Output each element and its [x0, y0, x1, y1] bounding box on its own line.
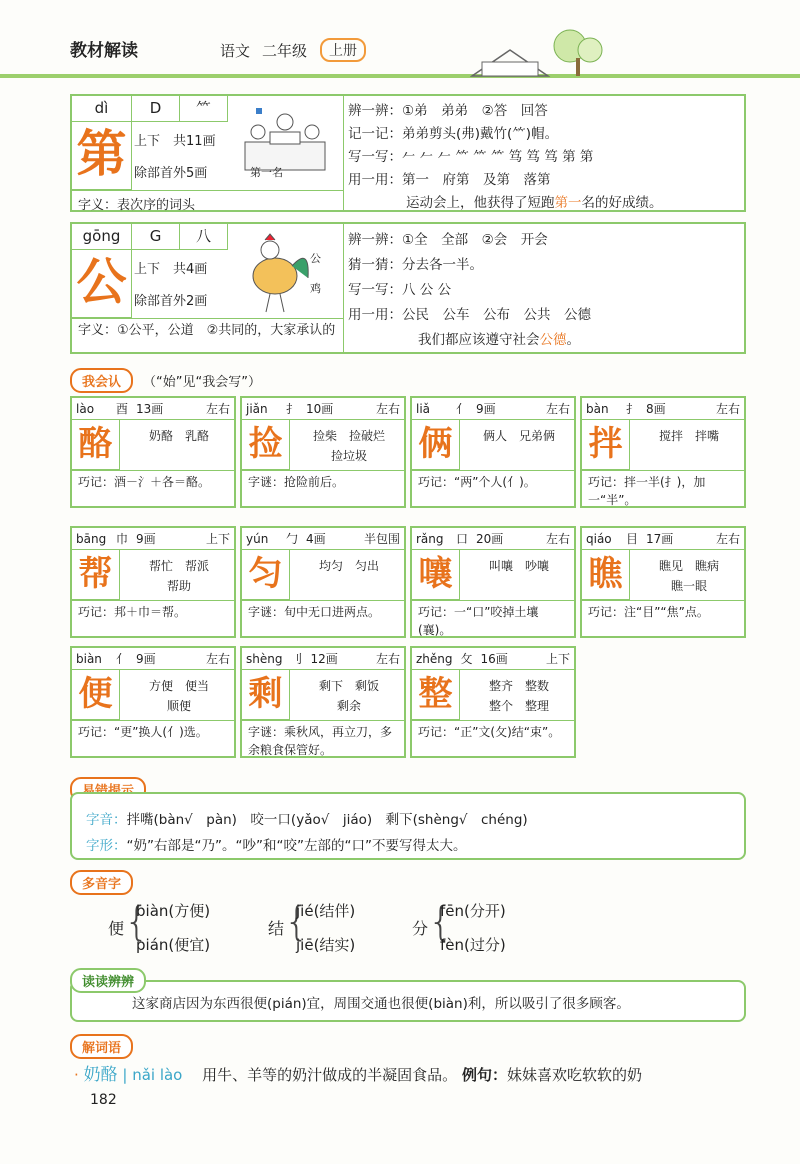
poly-2a: jié(结伴) — [296, 902, 356, 920]
pronunciation-text: 拌嘴(bàn√ pàn) 咬一口(yǎo√ jiáo) 剩下(shèng√ chéng) — [126, 812, 528, 828]
volume-badge: 上册 — [320, 38, 366, 62]
radical: 酉 — [116, 402, 129, 416]
words-1: 奶酪 乳酪 — [148, 429, 209, 443]
char-card-yún — [240, 526, 406, 638]
read-text: 这家商店因为东西很便(pián)宜，周围交通也很便(biàn)利，所以吸引了很多顾客。 — [132, 996, 630, 1012]
radical: 亻 — [116, 652, 129, 666]
structure: 左右 — [205, 402, 230, 416]
poly-1a: biàn(方便) — [136, 902, 211, 920]
strokes: 17画 — [646, 532, 674, 546]
pinyin: liǎ — [416, 401, 431, 416]
meaning: 字义：表次序的词头 — [72, 190, 344, 216]
pinyin: shèng — [246, 651, 283, 666]
pinyin: zhěng — [416, 651, 453, 666]
structure: 左右 — [205, 652, 230, 666]
section-read — [70, 968, 146, 993]
radical: 攵 — [460, 652, 473, 666]
pinyin: biàn — [76, 651, 102, 666]
xie-line: 写一写：𠂉 𠂉 𠂉 ⺮ ⺮ ⺮ 笃 笃 笃 第 第 — [348, 149, 594, 165]
poly-3a: fēn(分开) — [440, 902, 506, 920]
char-card-bāng — [70, 526, 236, 638]
house-tree-illustration — [470, 28, 610, 78]
char-card-bàn — [580, 396, 746, 508]
strokes: 9画 — [476, 402, 496, 416]
structure: 左右 — [545, 402, 570, 416]
words-1: 均匀 匀出 — [318, 559, 379, 573]
structure: 左右 — [545, 532, 570, 546]
radical-strokes: 除部首外2画 — [134, 294, 208, 309]
words-1: 方便 便当 — [148, 679, 209, 693]
words-1: 叫嚷 吵嚷 — [488, 559, 549, 573]
bian-line: 辨一辨：①全 全部 ②会 开会 — [348, 232, 548, 248]
podium-illustration — [230, 98, 340, 190]
terms-tag: 解词语 — [70, 1034, 133, 1059]
char-card-lào — [70, 396, 236, 508]
example-highlight: 第一 — [554, 195, 582, 211]
structure: 上下 — [134, 134, 161, 149]
strokes: 10画 — [306, 402, 334, 416]
tip: 巧记：注“目”“焦”点。 — [582, 600, 744, 623]
pinyin: lào — [76, 401, 95, 416]
page-header — [0, 0, 800, 78]
tip: 巧记：“更”换人(亻)选。 — [72, 720, 234, 743]
poly-1b: pián(便宜) — [136, 936, 211, 954]
character: 俩 — [412, 420, 460, 470]
section-polyphone — [70, 870, 133, 895]
words-2: 帮助 — [166, 579, 191, 593]
yong-line: 用一用：公民 公车 公布 公共 公德 — [348, 307, 591, 323]
tip: 巧记：“两”个人(亻)。 — [412, 470, 574, 493]
tip: 巧记：“正”文(攵)结“束”。 — [412, 720, 574, 743]
character: 嚷 — [412, 550, 460, 600]
tip: 字谜：乘秋风，再立刀，多余粮食保管好。 — [242, 720, 404, 761]
example-text: 妹妹喜欢吃软软的奶 — [506, 1066, 642, 1084]
section-terms — [70, 1034, 133, 1059]
letter: D — [132, 96, 180, 122]
character: 酪 — [72, 420, 120, 470]
pinyin: yún — [246, 531, 269, 546]
term-def: 用牛、羊等的奶汁做成的半凝固食品。 — [202, 1066, 458, 1084]
pic-caption: 第一名 — [250, 166, 283, 179]
read-tag: 读读辨辨 — [70, 968, 146, 993]
words-2: 整个 整理 — [488, 699, 549, 713]
words-1: 俩人 兄弟俩 — [482, 429, 555, 443]
strokes: 共11画 — [173, 134, 216, 149]
meaning: 字义：①公平，公道 ②共同的，大家承认的 — [72, 318, 344, 342]
radical: 勹 — [286, 532, 299, 546]
radical: 八 — [180, 224, 228, 250]
ji-line: 记一记：弟弟剪头(弗)戴竹(⺮)帽。 — [348, 126, 559, 142]
tip: 字谜：抢险前后。 — [242, 470, 404, 493]
char-card-gong — [70, 222, 746, 354]
strokes: 20画 — [476, 532, 504, 546]
pic-caption-2: 鸡 — [310, 282, 321, 295]
poly-tag: 多音字 — [70, 870, 133, 895]
character: 瞧 — [582, 550, 630, 600]
poly-3b: fèn(过分) — [440, 936, 506, 954]
character: 第 — [72, 122, 132, 190]
xie-line: 写一写：八 公 公 — [348, 282, 452, 298]
structure: 左右 — [375, 402, 400, 416]
poly-char-3: 分 — [412, 919, 429, 938]
strokes: 8画 — [646, 402, 666, 416]
tip: 巧记：酒－氵＋各＝酪。 — [72, 470, 234, 493]
pinyin: jiǎn — [246, 401, 268, 416]
page-number: 182 — [90, 1092, 117, 1108]
radical: 扌 — [286, 402, 299, 416]
words-2: 顺便 — [166, 699, 191, 713]
character: 匀 — [242, 550, 290, 600]
section-tag: 我会认 — [70, 368, 133, 393]
example-highlight: 公德 — [539, 332, 567, 348]
structure: 上下 — [205, 532, 230, 546]
radical: ⺮ — [180, 96, 228, 122]
character: 便 — [72, 670, 120, 720]
structure: 左右 — [715, 402, 740, 416]
char-card-liǎ — [410, 396, 576, 508]
structure: 左右 — [715, 532, 740, 546]
structure: 上下 — [545, 652, 570, 666]
char-card-rǎng — [410, 526, 576, 638]
strokes: 9画 — [136, 532, 156, 546]
character: 捡 — [242, 420, 290, 470]
pinyin: bāng — [76, 531, 107, 546]
structure: 左右 — [375, 652, 400, 666]
example-c: 。 — [566, 332, 580, 348]
char-card-di — [70, 94, 746, 212]
strokes: 16画 — [480, 652, 508, 666]
pinyin: gōng — [72, 224, 132, 250]
pinyin: bàn — [586, 401, 609, 416]
radical: 亻 — [456, 402, 469, 416]
term-pinyin: nǎi lào — [132, 1066, 183, 1084]
pinyin: qiáo — [586, 531, 612, 546]
poly-char-1: 便 — [108, 919, 125, 938]
words-2: 捡垃圾 — [330, 449, 367, 463]
yong-line: 用一用：第一 府第 及第 落第 — [348, 172, 551, 188]
tip: 字谜：旬中无口进两点。 — [242, 600, 404, 623]
pronunciation-label: 字音： — [86, 812, 127, 828]
form-text: “奶”右部是“乃”。“吵”和“咬”左部的“口”不要写得太大。 — [126, 838, 467, 854]
radical: 目 — [626, 532, 639, 546]
words-1: 瞧见 瞧病 — [658, 559, 719, 573]
words-2: 瞧一眼 — [670, 579, 707, 593]
pic-caption-1: 公 — [310, 252, 321, 265]
character: 整 — [412, 670, 460, 720]
radical: 口 — [456, 532, 469, 546]
radical-strokes: 除部首外5画 — [134, 166, 208, 181]
words-2: 剩余 — [336, 699, 361, 713]
radical: 刂 — [290, 652, 303, 666]
char-card-jiǎn — [240, 396, 406, 508]
words-1: 捡柴 捡破烂 — [312, 429, 385, 443]
pinyin: dì — [72, 96, 132, 122]
poly-char-2: 结 — [268, 919, 285, 938]
bian-line: 辨一辨：①弟 弟弟 ②答 回答 — [348, 103, 548, 119]
section-note: （“始”见“我会写”） — [143, 375, 261, 390]
grade: 二年级 — [262, 42, 308, 60]
example-label: 例句： — [461, 1066, 507, 1084]
section-recognize — [70, 368, 261, 393]
character: 拌 — [582, 420, 630, 470]
words-1: 帮忙 帮派 — [148, 559, 209, 573]
pinyin: rǎng — [416, 531, 444, 546]
letter: G — [132, 224, 180, 250]
read-box — [70, 980, 746, 1022]
rooster-illustration — [230, 226, 340, 318]
book-title: 教材解读 — [70, 41, 138, 61]
tip: 巧记：邦＋巾＝帮。 — [72, 600, 234, 623]
subject: 语文 — [220, 42, 251, 60]
strokes: 9画 — [136, 652, 156, 666]
example-c: 名的好成绩。 — [581, 195, 663, 211]
strokes: 4画 — [306, 532, 326, 546]
strokes: 12画 — [310, 652, 338, 666]
radical: 扌 — [626, 402, 639, 416]
char-card-shèng — [240, 646, 406, 758]
cai-line: 猜一猜：分去各一半。 — [348, 257, 483, 273]
structure: 上下 — [134, 262, 161, 277]
strokes: 13画 — [136, 402, 164, 416]
structure: 半包围 — [363, 532, 400, 546]
tip: 巧记：拌一半(扌)，加一“半”。 — [582, 470, 744, 511]
poly-2b: jiē(结实) — [296, 936, 356, 954]
tip: 巧记：一“口”咬掉土壤(襄)。 — [412, 600, 574, 641]
example-a: 运动会上，他获得了短跑 — [406, 195, 555, 211]
words-1: 整齐 整数 — [488, 679, 549, 693]
radical: 巾 — [116, 532, 129, 546]
term-entry: · 奶酪 | nǎi lào 用牛、羊等的奶汁做成的半凝固食品。 例句：妹妹喜欢吃软软的奶 — [74, 1065, 642, 1085]
character: 帮 — [72, 550, 120, 600]
words-1: 搅拌 拌嘴 — [658, 429, 719, 443]
character: 公 — [72, 250, 132, 318]
char-card-qiáo — [580, 526, 746, 638]
term-word: 奶酪 — [83, 1065, 118, 1085]
strokes: 共4画 — [173, 262, 208, 277]
example-a: 我们都应该遵守社会 — [418, 332, 540, 348]
warn-box — [70, 792, 746, 860]
words-1: 剩下 剩饭 — [318, 679, 379, 693]
character: 剩 — [242, 670, 290, 720]
form-label: 字形： — [86, 838, 127, 854]
char-card-zhěng — [410, 646, 576, 758]
char-card-biàn — [70, 646, 236, 758]
